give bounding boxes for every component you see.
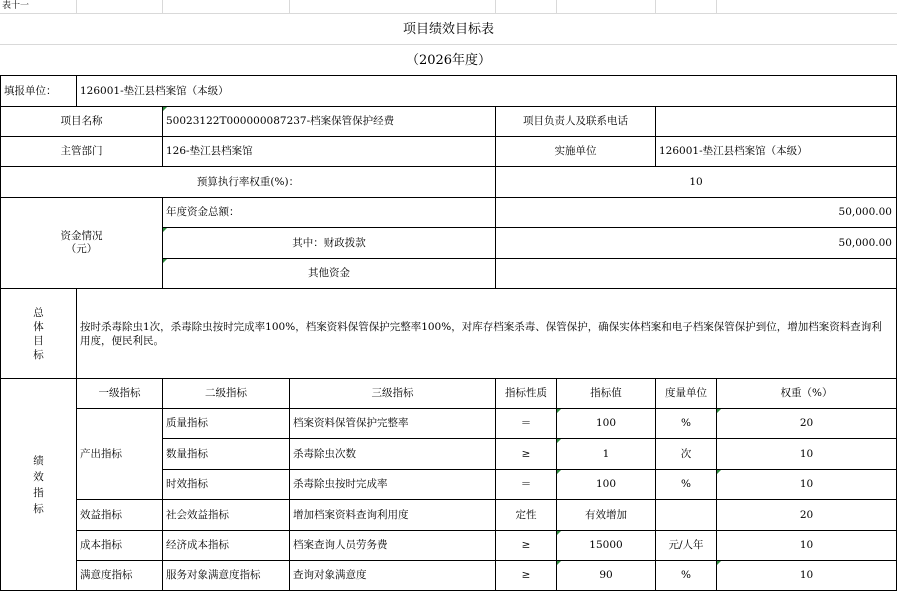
table-row-weight: 10 (799, 478, 814, 490)
table-row-nature: ＝ (520, 478, 532, 490)
goal-label-char: 总 (33, 306, 44, 319)
table-row-nature: 定性 (515, 508, 537, 521)
header-level1: 一级指标 (98, 387, 141, 399)
fill-unit-value: 126001-垫江县档案馆（本级） (80, 84, 229, 97)
table-row-unit: % (681, 417, 691, 429)
level1-cost: 成本指标 (80, 539, 122, 551)
table-row-unit: % (681, 478, 691, 490)
table-row-weight: 20 (799, 508, 814, 521)
table-row-nature: ＝ (520, 417, 532, 429)
table-number: 表十一 (2, 1, 30, 11)
funds-other-label: 其他资金 (308, 267, 350, 279)
goal-label-char: 标 (33, 348, 44, 361)
table-row-value: 100 (595, 417, 617, 429)
table-row-nature: ≥ (521, 447, 531, 460)
table-row-weight: 20 (799, 417, 814, 429)
indicators-label-char: 效 (33, 470, 44, 483)
table-row-value: 100 (595, 478, 617, 490)
level1-benefit: 效益指标 (80, 508, 122, 521)
indicators-label-char: 指 (33, 486, 44, 499)
header-unit: 度量单位 (665, 387, 707, 399)
goal-label (1, 289, 76, 378)
level1-output: 产出指标 (80, 447, 122, 460)
impl-unit-label: 实施单位 (554, 145, 597, 157)
page-title: 项目绩效目标表 (402, 21, 494, 37)
project-contact-label: 项目负责人及联系电话 (523, 115, 628, 127)
goal-label-char: 目 (33, 334, 44, 347)
table-row-level3: 杀毒除虫次数 (293, 447, 356, 460)
header-nature: 指标性质 (505, 387, 547, 399)
fill-unit-label: 填报单位： (4, 84, 57, 97)
goal-text: 按时杀毒除虫1次，杀毒除虫按时完成率100%，档案资料保管保护完整率100%，对库存档案杀毒、保管保护，确保实体档案和电子档案保管保护到位，增加档案资料查询利用度，便民利民。 (80, 320, 882, 347)
level1-satisfaction: 满意度指标 (80, 569, 133, 581)
table-row-value: 有效增加 (585, 508, 627, 521)
header-level3: 三级指标 (371, 387, 414, 399)
table-row-weight: 10 (799, 569, 814, 581)
impl-unit-value: 126001-垫江县档案馆（本级） (659, 145, 808, 157)
table-row-weight: 10 (799, 539, 814, 551)
funds-fiscal-value: 50,000.00 (838, 236, 892, 249)
indicators-label-char: 绩 (33, 454, 44, 467)
table-row-unit: % (681, 569, 691, 581)
header-value: 指标值 (590, 387, 622, 399)
header-level2: 二级指标 (205, 387, 247, 399)
table-row-level2: 质量指标 (166, 417, 208, 429)
budget-rate-label: 预算执行率权重(%)： (196, 175, 300, 188)
project-contact-value (656, 107, 896, 136)
table-row-level2: 经济成本指标 (166, 539, 229, 551)
table-row-value: 90 (599, 569, 613, 581)
funds-label (1, 198, 162, 288)
table-row-level2: 服务对象满意度指标 (166, 569, 261, 581)
table-row-nature: ≥ (521, 539, 531, 551)
budget-rate-value: 10 (689, 175, 703, 188)
table-row-level3: 杀毒除虫按时完成率 (293, 478, 388, 490)
dept-label: 主管部门 (60, 145, 103, 157)
table-row-unit (656, 500, 716, 530)
funds-label-line2: （元） (65, 243, 98, 255)
table-row-level3: 档案查询人员劳务费 (293, 539, 388, 551)
table-row-level3: 增加档案资料查询利用度 (293, 508, 409, 521)
table-row-nature: ≥ (521, 569, 531, 581)
goal-label-char: 体 (33, 320, 44, 333)
table-row-value: 1 (602, 447, 610, 460)
project-name-label: 项目名称 (60, 115, 103, 127)
funds-total-value: 50,000.00 (838, 206, 892, 218)
funds-total-label: 年度资金总额： (166, 206, 240, 218)
table-row-level2: 社会效益指标 (166, 508, 229, 521)
funds-other-value (496, 259, 896, 288)
header-weight: 权重（%） (780, 387, 833, 399)
dept-value: 126-垫江县档案馆 (166, 145, 253, 157)
table-row-unit: 次 (680, 447, 692, 460)
funds-label-line1: 资金情况 (60, 230, 103, 242)
table-row-level3: 查询对象满意度 (293, 569, 367, 581)
table-row-value: 15000 (589, 539, 623, 551)
table-row-level2: 时效指标 (166, 478, 208, 490)
table-row-unit: 元/人年 (668, 539, 704, 551)
project-name-value: 50023122T000000087237-档案保管保护经费 (166, 115, 395, 127)
table-row-weight: 10 (799, 447, 814, 460)
year-subtitle: （2026年度） (405, 52, 492, 68)
funds-fiscal-label: 其中：财政拨款 (292, 236, 366, 249)
table-row-level3: 档案资料保管保护完整率 (293, 417, 409, 429)
indicators-label-char: 标 (33, 502, 44, 515)
table-row-level2: 数量指标 (166, 447, 208, 460)
indicators-label (1, 379, 76, 590)
